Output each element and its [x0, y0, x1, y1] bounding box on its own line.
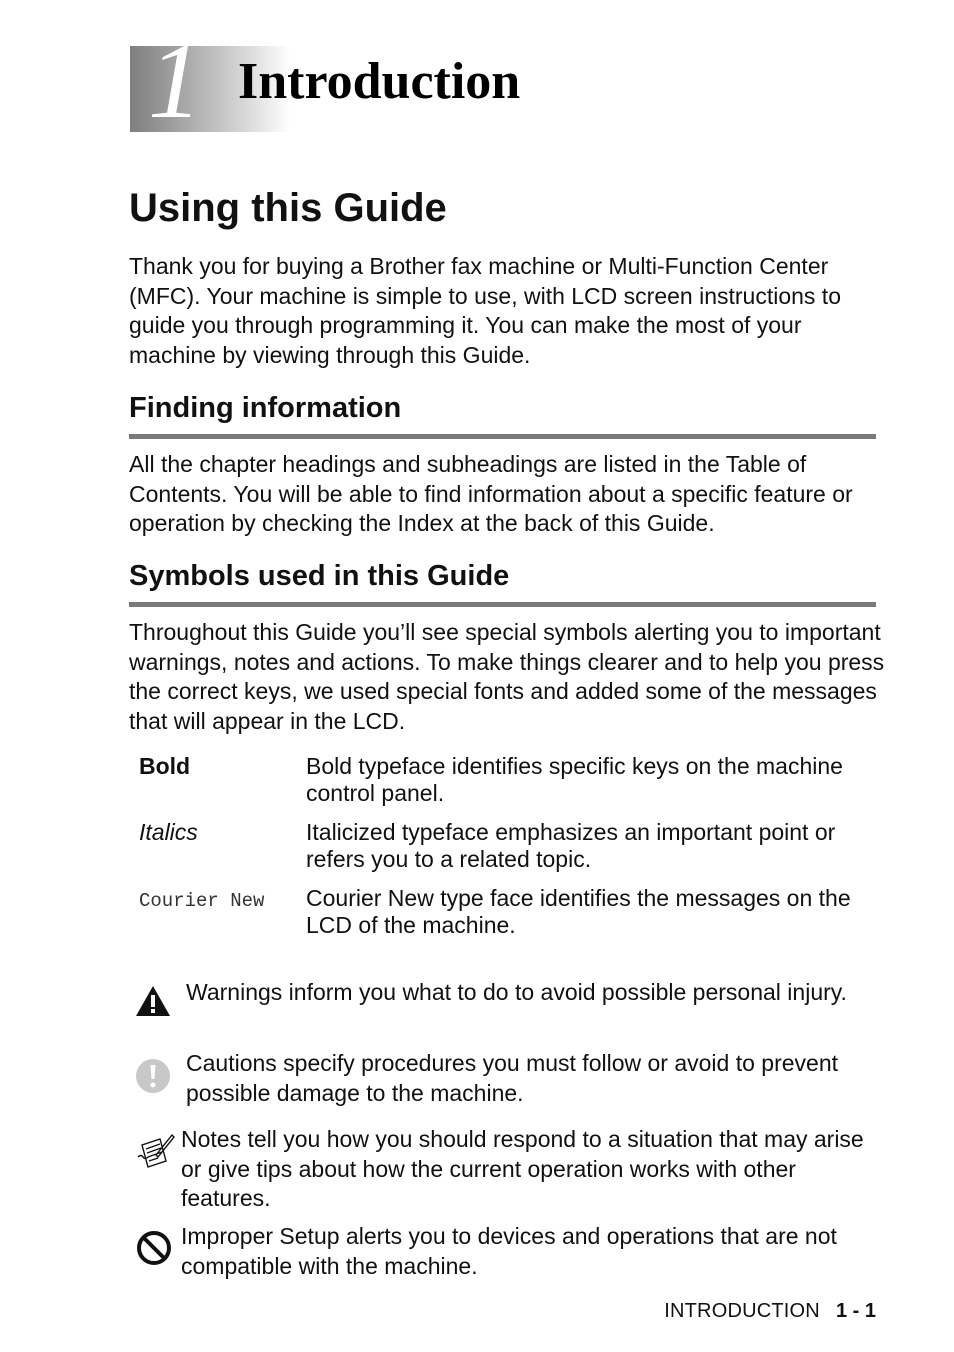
- footer-section-label: INTRODUCTION: [664, 1300, 820, 1322]
- symbol-description: Bold typeface identifies specific keys on the machine control panel.: [306, 753, 843, 806]
- caution-notice-text: Cautions specify procedures you must follow or avoid to prevent possible damage to the machine.: [186, 1050, 838, 1106]
- note-icon: [136, 1131, 176, 1171]
- page-footer: [664, 1301, 876, 1321]
- finding-paragraph: All the chapter headings and subheadings are listed in the Table of Contents. You will be able to find information about a specific feature or operation by checking the Index at the back of this Guide.: [129, 451, 853, 536]
- warning-icon: [134, 984, 172, 1018]
- heading-rule: [129, 434, 876, 439]
- chapter-title: Introduction: [238, 53, 521, 110]
- heading-rule: [129, 602, 876, 607]
- caution-icon: [135, 1058, 171, 1094]
- warning-notice-text: Warnings inform you what to do to avoid possible personal injury.: [186, 979, 847, 1005]
- symbols-paragraph: Throughout this Guide you’ll see special symbols alerting you to important warnings, notes and actions. To make things clearer and to help you press the correct keys, we used special fonts and added some of the messages that will appear in the LCD.: [129, 619, 885, 734]
- symbol-term: Italics: [139, 819, 198, 845]
- footer-page-number: 1 - 1: [835, 1300, 876, 1322]
- subheading-symbols: Symbols used in this Guide: [129, 560, 510, 592]
- intro-paragraph: Thank you for buying a Brother fax machine or Multi-Function Center (MFC). Your machine is simple to use, with LCD screen instructions to guide you through programming it. You can make the most of your machine by viewing through this Guide.: [129, 253, 841, 368]
- symbol-term: Courier New: [139, 890, 265, 912]
- symbol-term: Bold: [139, 753, 191, 779]
- note-notice-text: Notes tell you how you should respond to a situation that may arise or give tips about how the current operation works with other features.: [181, 1126, 864, 1211]
- prohibited-icon: [136, 1230, 172, 1266]
- section-heading-using-guide: Using this Guide: [129, 186, 447, 230]
- subheading-finding-information: Finding information: [129, 392, 402, 424]
- chapter-number: 1: [148, 22, 202, 141]
- prohibited-notice-text: Improper Setup alerts you to devices and operations that are not compatible with the machine.: [181, 1223, 837, 1279]
- symbol-description: Italicized typeface emphasizes an important point or refers you to a related topic.: [306, 819, 836, 872]
- symbol-description: Courier New type face identifies the messages on the LCD of the machine.: [306, 885, 851, 938]
